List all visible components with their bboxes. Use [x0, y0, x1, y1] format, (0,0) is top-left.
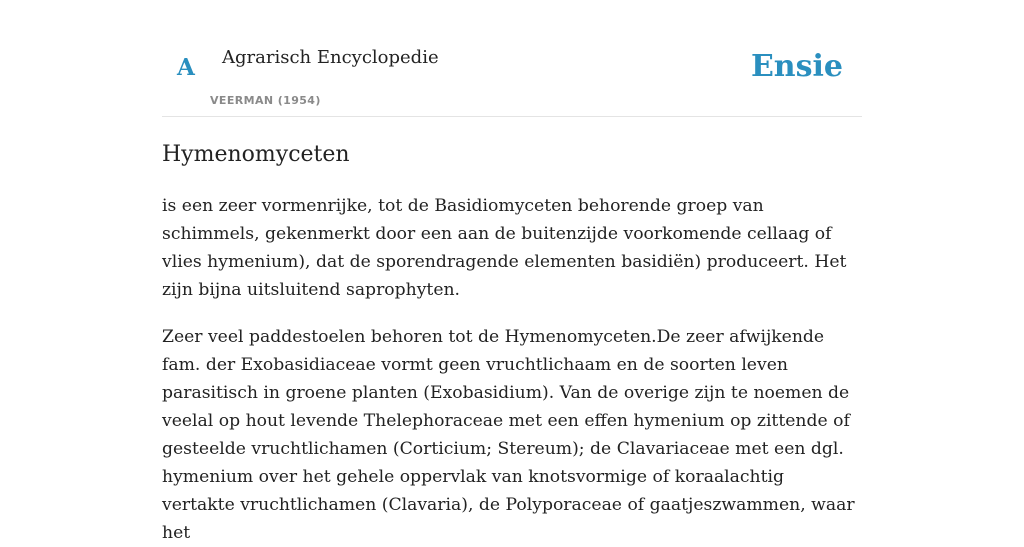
source-author-year: VEERMAN (1954): [210, 94, 321, 107]
source-header: [162, 0, 862, 117]
ensie-logo-link[interactable]: Ensie: [750, 49, 843, 84]
article-paragraph-2: Zeer veel paddestoelen behoren tot de Hymenomyceten.De zeer afwijkende fam. der Exobasidiaceae vormt geen vruchtlichaam en de soorten leven parasitisch in groene planten (Exobasidium). Van de overige zijn te noemen de veelal op hout levende Thelephoraceae met een effen hymenium op zittende of gesteelde vruchtlichamen (Corticium; Stereum); de Clavariaceae met een dgl. hymenium over het gehele oppervlak van knotsvormige of koraalachtig vertakte vruchtlichamen (Clavaria), de Polyporaceae of gaatjeszwammen, waar het: [162, 326, 855, 543]
article-page: [162, 0, 862, 547]
article-title: Hymenomyceten: [162, 142, 350, 167]
source-title-link[interactable]: Agrarisch Encyclopedie: [222, 47, 439, 68]
article-paragraph-1: is een zeer vormenrijke, tot de Basidiomyceten behorende groep van schimmels, gekenmerkt door een aan de buitenzijde voorkomende cellaag of vlies hymenium), dat de sporendragende elementen basidiën) produceert. Het zijn bijna uitsluitend saprophyten.: [162, 195, 847, 300]
source-logo[interactable]: A: [177, 54, 195, 81]
